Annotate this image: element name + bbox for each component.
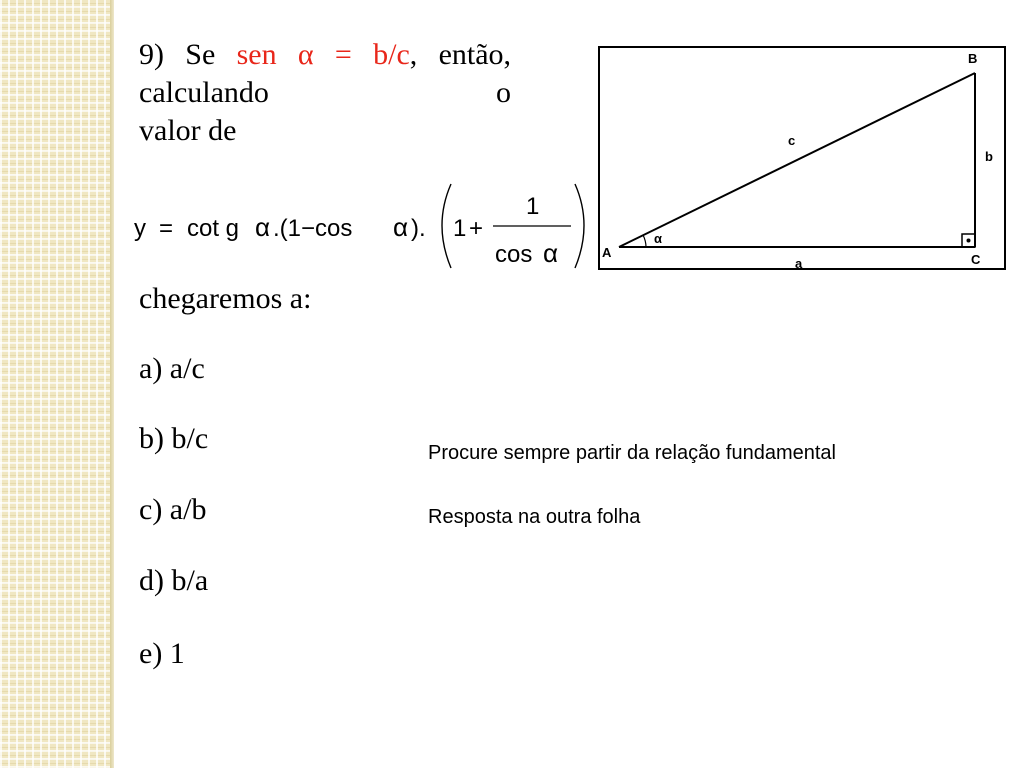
question-text <box>139 36 511 150</box>
right-triangle-figure <box>598 46 1006 270</box>
question-number: 9) <box>139 38 164 71</box>
option-a: a) a/c <box>139 352 205 385</box>
side-c-label: c <box>788 133 796 148</box>
formula-lhs: y <box>134 215 146 242</box>
right-paren <box>575 184 584 268</box>
fraction-denominator-alpha: α <box>543 238 559 268</box>
right-angle-dot <box>967 239 971 243</box>
option-e: e) 1 <box>139 637 185 670</box>
formula-cotg: cot g <box>187 215 240 242</box>
word-se: Se <box>185 38 216 71</box>
fraction-numerator: 1 <box>526 193 540 220</box>
hint-answer: Resposta na outra folha <box>428 506 641 528</box>
vertex-a-label: A <box>602 245 612 260</box>
formula-middle: .(1−cos <box>273 215 353 242</box>
word-calculando: calculando <box>139 76 269 109</box>
option-b: b) b/c <box>139 422 209 455</box>
angle-alpha-label: α <box>654 231 662 246</box>
option-d: d) b/a <box>139 564 209 597</box>
left-paren <box>442 184 451 268</box>
option-c: c) a/b <box>139 493 207 526</box>
word-entao: então, <box>438 38 512 71</box>
formula-alpha-2: α <box>393 212 409 242</box>
word-o: o <box>496 76 511 109</box>
comma: , <box>409 38 418 71</box>
alpha-symbol: α <box>297 38 314 71</box>
equals-sign: = <box>334 38 352 71</box>
formula-alpha: α <box>255 212 271 242</box>
chegaremos-label: chegaremos a: <box>139 282 312 315</box>
formula-equals: = <box>159 215 174 242</box>
sine-word: sen <box>236 38 277 71</box>
formula-close: ). <box>411 215 426 242</box>
vertex-b-label: B <box>968 51 978 66</box>
side-decorative-pattern <box>0 0 114 768</box>
hint-relation: Procure sempre partir da relação fundamental <box>428 442 836 464</box>
formula-plus: + <box>469 215 484 242</box>
side-pattern-edge <box>110 0 114 768</box>
ratio-b-over-c: b/c <box>373 38 410 71</box>
formula-one: 1 <box>453 215 467 242</box>
side-b-label: b <box>985 149 993 164</box>
formula-expression <box>131 178 591 272</box>
side-a-label: a <box>795 256 803 270</box>
vertex-c-label: C <box>971 252 981 267</box>
word-valor-de: valor de <box>139 114 237 147</box>
fraction-denominator-cos: cos <box>495 241 533 268</box>
